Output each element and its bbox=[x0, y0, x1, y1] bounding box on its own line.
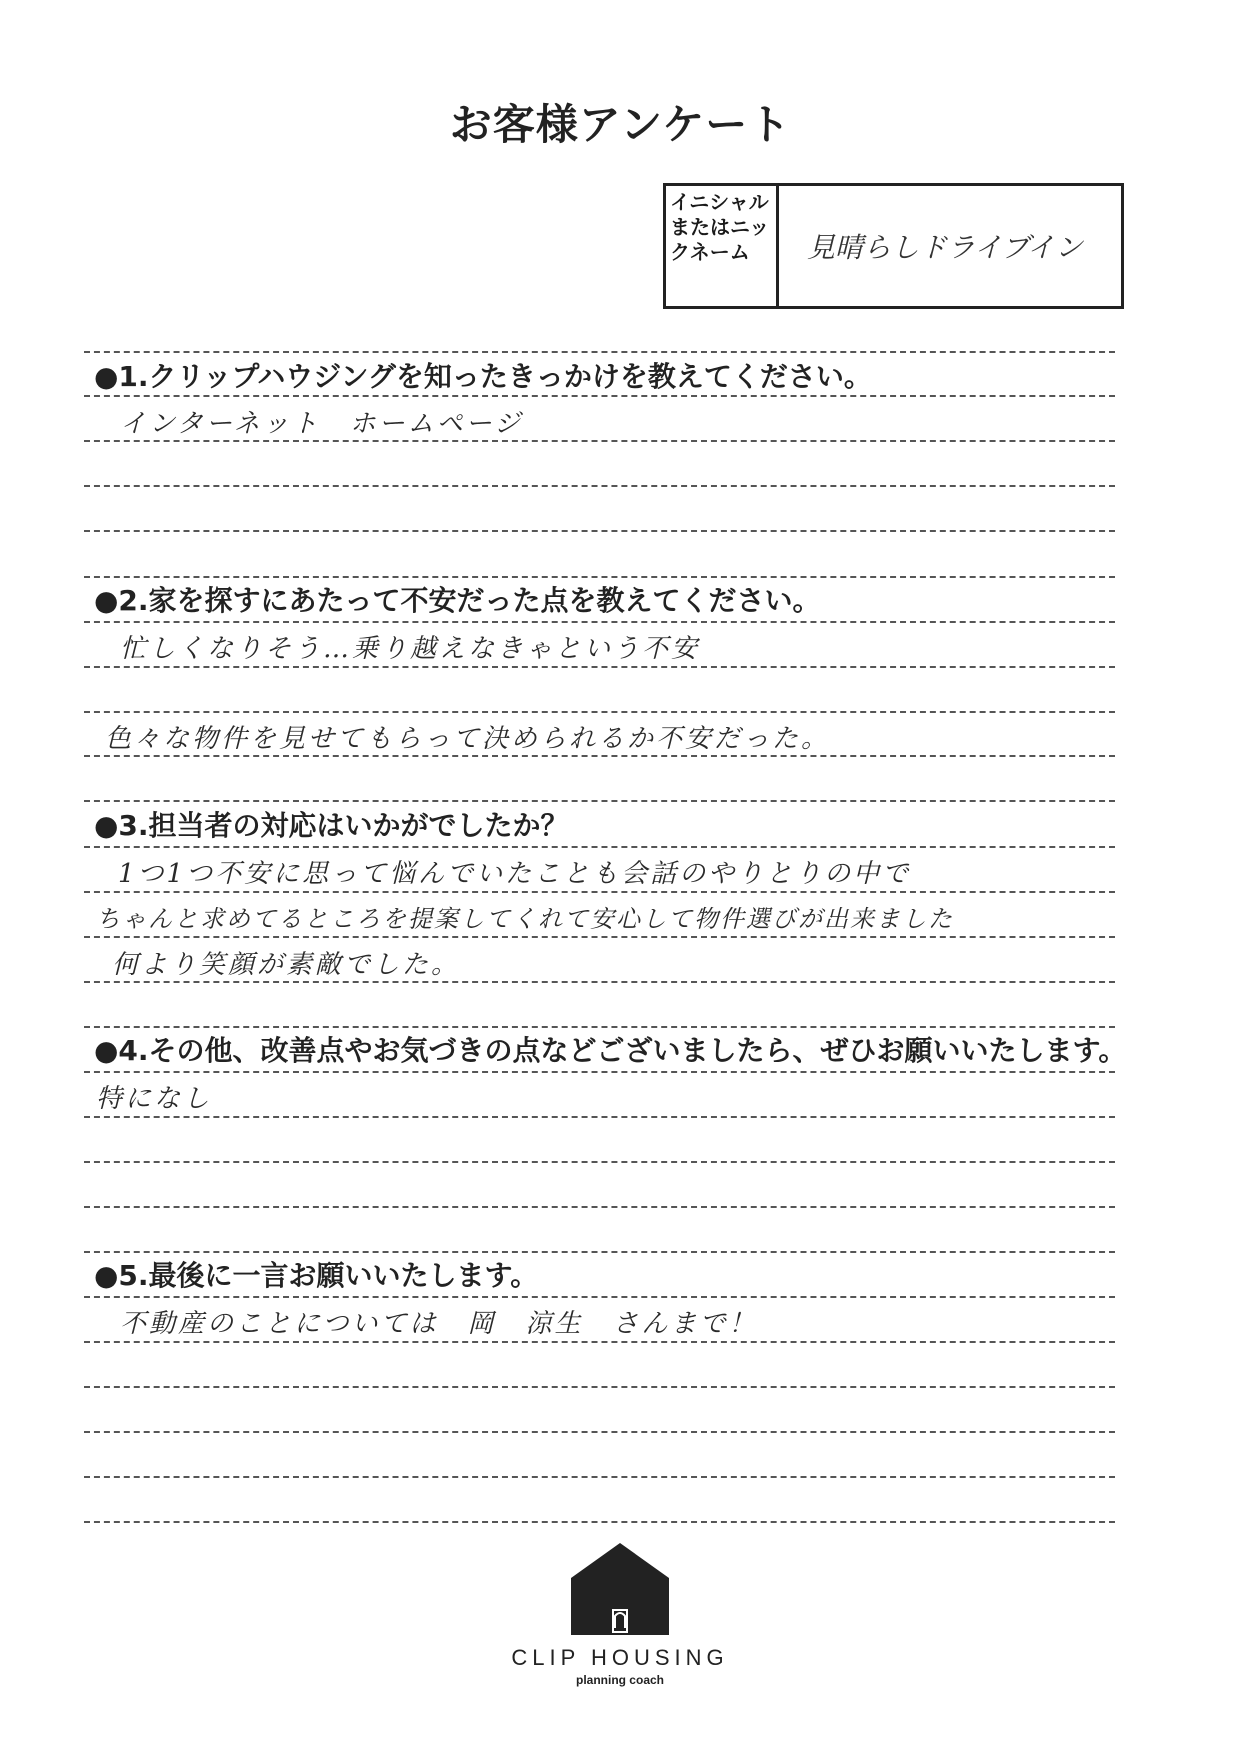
nickname-value[interactable]: 見晴らしドライブイン bbox=[807, 231, 1083, 264]
brand-name: CLIP HOUSING bbox=[511, 1645, 729, 1670]
brand-tagline: planning coach bbox=[575, 1673, 664, 1687]
answer-2-line-1[interactable]: 忙しくなりそう…乗り越えなきゃという不安 bbox=[120, 634, 701, 664]
answer-3-line-2[interactable]: ちゃんと求めてるところを提案してくれて安心して物件選びが出来ました bbox=[96, 905, 954, 933]
question-5: ●5.最後に一言お願いいたします。 bbox=[94, 1259, 539, 1292]
answer-1-line-1[interactable]: インターネット ホームページ bbox=[120, 409, 524, 439]
nickname-label: イニシャルまたはニックネーム bbox=[666, 186, 779, 306]
answer-3-line-3[interactable]: 何より笑顔が素敵でした。 bbox=[112, 950, 461, 980]
answer-5-line-1[interactable]: 不動産のことについては 岡 涼生 さんまで！ bbox=[120, 1309, 758, 1339]
question-1: ●1.クリップハウジングを知ったきっかけを教えてください。 bbox=[94, 360, 872, 393]
answer-4-line-1[interactable]: 特になし bbox=[96, 1084, 213, 1114]
question-3: ●3.担当者の対応はいかがでしたか？ bbox=[94, 809, 569, 842]
answer-2-line-2[interactable]: 色々な物件を見せてもらって決められるか不安だった。 bbox=[105, 724, 831, 754]
answer-3-line-1[interactable]: 1つ1つ不安に思って悩んでいたことも会話のやりとりの中で bbox=[118, 859, 912, 889]
house-icon bbox=[540, 1540, 700, 1639]
question-2: ●2.家を探すにあたって不安だった点を教えてください。 bbox=[94, 584, 821, 617]
nickname-box bbox=[663, 183, 1124, 309]
page-title: お客様アンケート bbox=[449, 100, 792, 149]
question-4: ●4.その他、改善点やお気づきの点などございましたら、ぜひお願いいたします。 bbox=[94, 1034, 1127, 1067]
